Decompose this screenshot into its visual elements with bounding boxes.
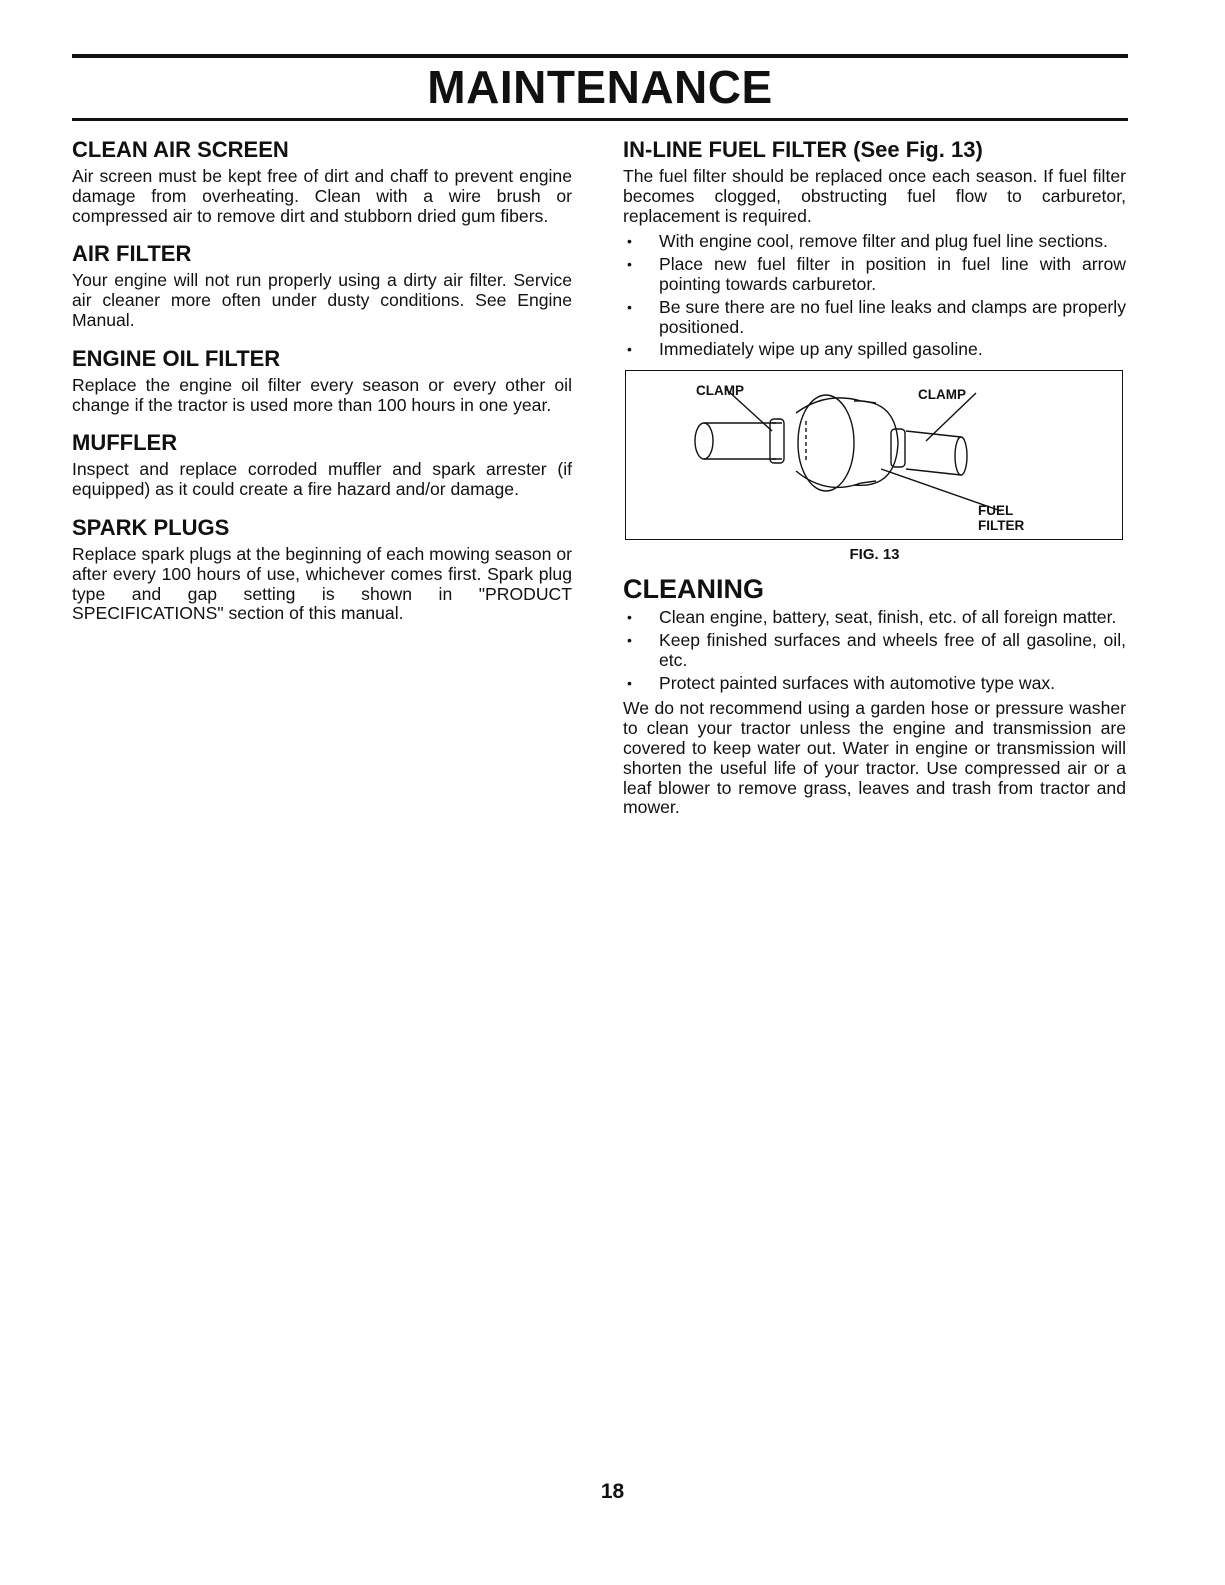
list-item: • Protect painted surfaces with automotive type wax. <box>627 672 1056 693</box>
section-heading: MUFFLER <box>72 430 178 456</box>
bullet-icon: • <box>627 341 632 358</box>
section-body: Your engine will not run properly using a dirty air filter. Service air cleaner more often under dusty conditions. See Engine Manual. <box>72 270 572 330</box>
section-heading: ENGINE OIL FILTER <box>72 345 281 371</box>
bullet-icon: • <box>627 256 632 273</box>
list-item: • Clean engine, battery, seat, finish, etc. of all foreign matter. <box>627 607 1117 628</box>
list-item: • With engine cool, remove filter and plug fuel line sections. <box>627 231 1108 252</box>
page-title: MAINTENANCE <box>427 61 773 113</box>
cleaning-steps <box>623 608 1126 693</box>
section-clean-air-screen <box>72 136 572 226</box>
list-item: • Immediately wipe up any spilled gasoline. <box>627 339 983 360</box>
section-engine-oil-filter <box>72 345 572 416</box>
left-column <box>72 136 572 638</box>
fuel-filter-steps <box>623 232 1126 360</box>
figure-caption: FIG. 13 <box>849 546 900 564</box>
section-in-line-fuel-filter <box>623 136 1126 360</box>
section-body: The fuel filter should be replaced once each season. If fuel filter becomes clogged, obstructing fuel flow to carburetor, replacement is required. <box>623 166 1126 226</box>
section-body: Replace spark plugs at the beginning of each mowing season or after every 100 hours of use, whichever comes first. Spark plug type and gap setting is shown in "PRODUCT SPECIFICATIONS" section of this manual. <box>72 543 572 624</box>
list-item: • Be sure there are no fuel line leaks and clamps are properly positioned. <box>627 296 1126 337</box>
bullet-icon: • <box>627 298 632 315</box>
section-heading: SPARK PLUGS <box>72 514 230 540</box>
section-heading: CLEAN AIR SCREEN <box>72 137 289 162</box>
section-body: Air screen must be kept free of dirt and chaff to prevent engine damage from overheating. Clean with a wire brush or compressed air to remove dirt and stubborn dried gum fibers. <box>72 166 572 226</box>
section-heading: IN-LINE FUEL FILTER (See Fig. 13) <box>623 137 983 162</box>
clamp-label-right: CLAMP <box>918 387 966 403</box>
section-spark-plugs <box>72 514 572 624</box>
section-body: Replace the engine oil filter every season or every other oil change if the tractor is used more than 100 hours in one year. <box>72 374 572 415</box>
bullet-icon: • <box>627 609 632 626</box>
bullet-icon: • <box>627 233 632 250</box>
list-item: • Keep finished surfaces and wheels free of all gasoline, oil, etc. <box>627 629 1126 670</box>
section-body: Inspect and replace corroded muffler and spark arrester (if equipped) as it could create a fire hazard and/or damage. <box>72 459 572 500</box>
section-heading: AIR FILTER <box>72 241 192 267</box>
list-item: • Place new fuel filter in position in fuel line with arrow pointing towards carburetor. <box>627 254 1126 294</box>
section-muffler <box>72 429 572 500</box>
fuel-filter-figure <box>625 370 1123 540</box>
page-number: 18 <box>600 1480 625 1503</box>
clamp-label-left: CLAMP <box>696 383 744 399</box>
fuel-filter-label: FUEL FILTER <box>978 503 1025 534</box>
right-column <box>623 136 1126 832</box>
section-heading: CLEANING <box>623 574 764 605</box>
section-air-filter <box>72 240 572 330</box>
section-cleaning <box>623 573 1126 818</box>
section-body: We do not recommend using a garden hose or pressure washer to clean your tractor unless the engine and transmission are covered to keep water out. Water in engine or transmission will shorten the useful life of your tractor. Use compressed air or a leaf blower to remove grass, leaves and trash from tractor and mower. <box>623 698 1126 818</box>
header-rule-bottom <box>72 118 1128 121</box>
bullet-icon: • <box>627 674 632 691</box>
bullet-icon: • <box>627 631 632 648</box>
